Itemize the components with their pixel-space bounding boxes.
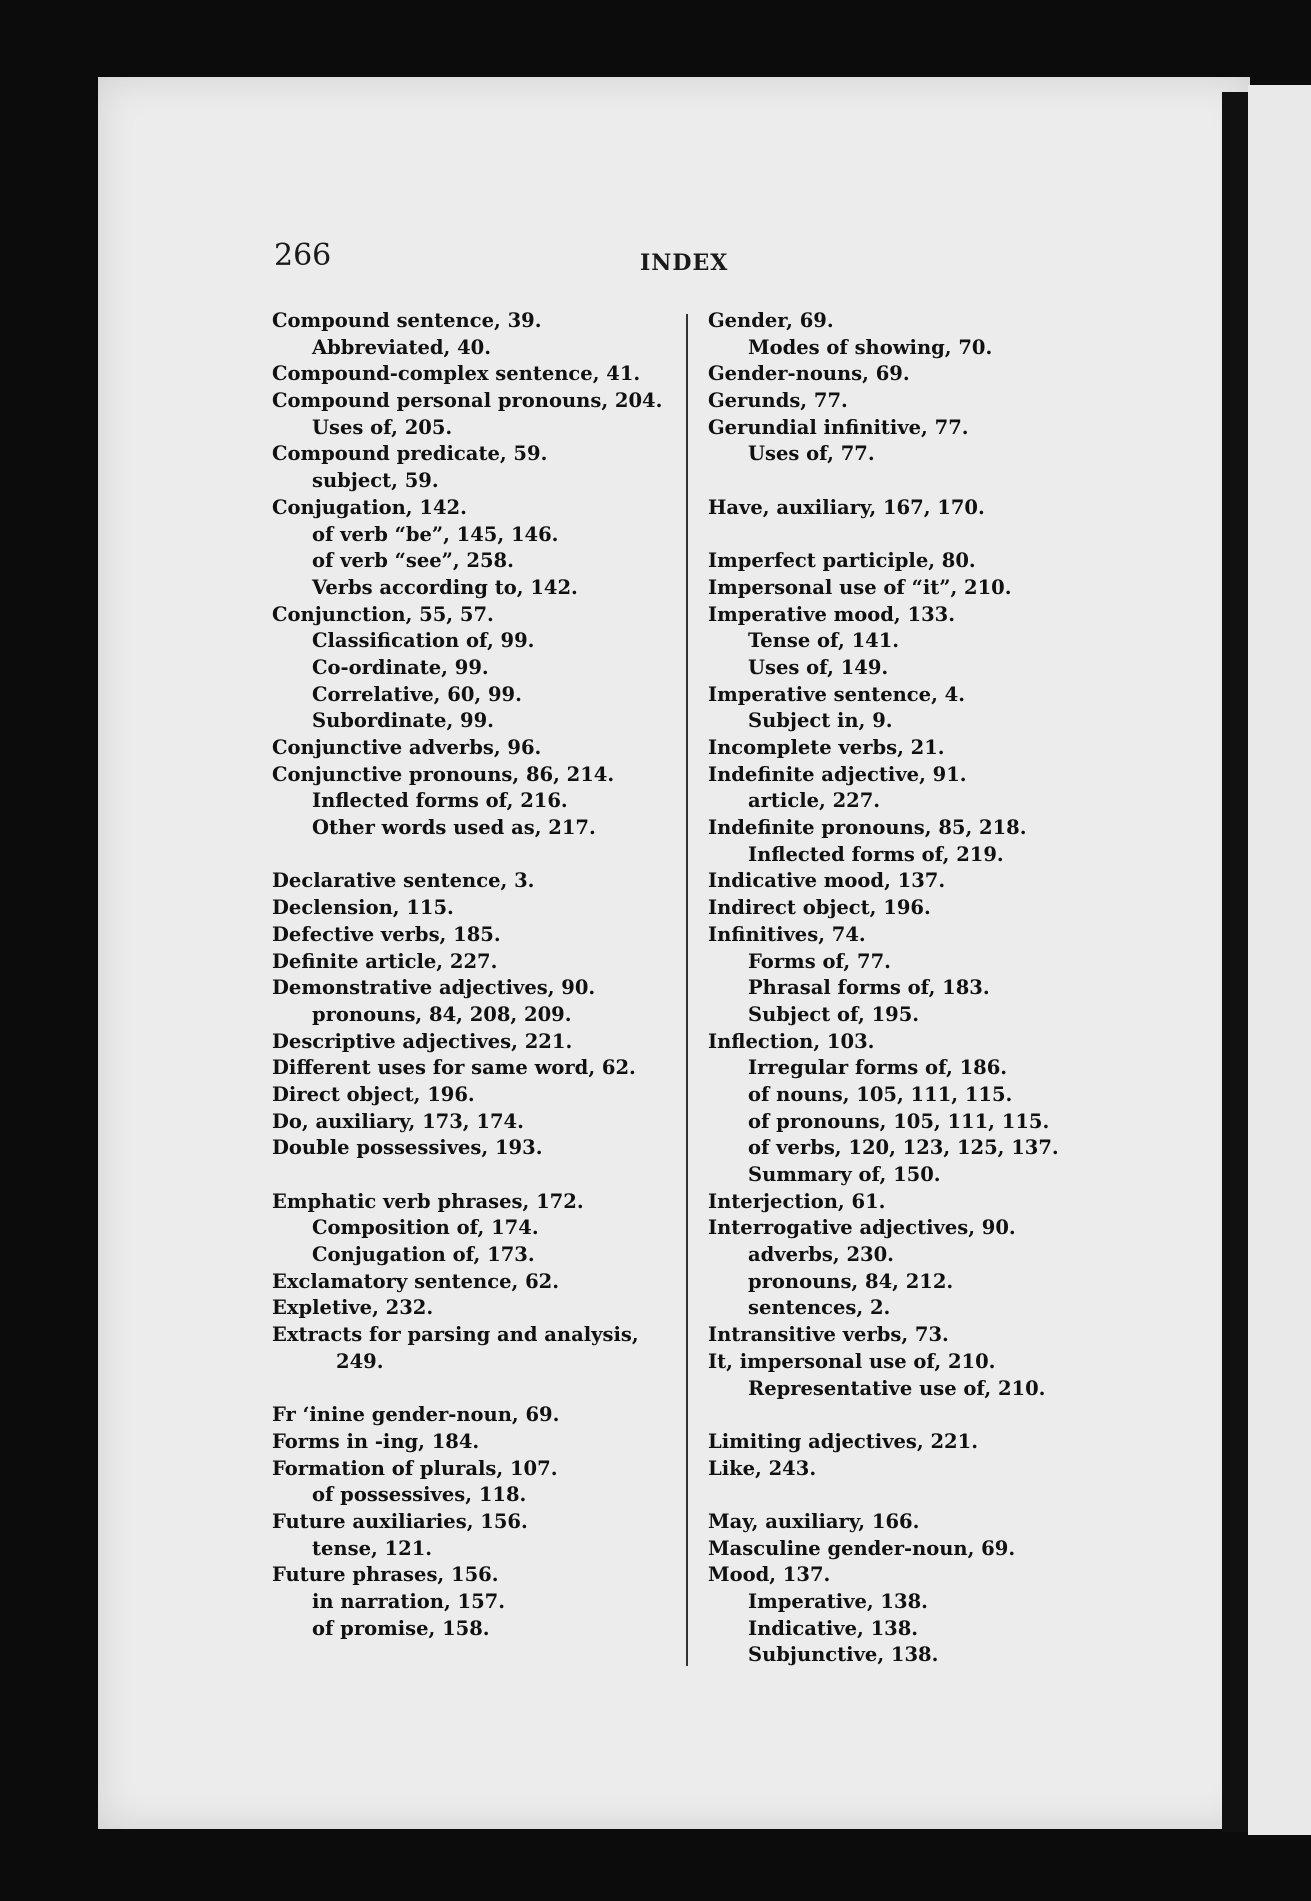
index-entry: Declarative sentence, 3. <box>272 869 535 893</box>
index-entry: Conjunctive adverbs, 96. <box>272 736 542 759</box>
index-subentry: of possessives, 118. <box>312 1483 527 1507</box>
index-entry: Demonstrative adjectives, 90. <box>272 976 596 1000</box>
index-spacer <box>708 468 1068 495</box>
index-subentry: Subjunctive, 138. <box>748 1643 939 1667</box>
index-subentry: Verbs according to, 142. <box>312 575 578 599</box>
index-subentry: Tense of, 141. <box>748 629 900 653</box>
index-entry: Future auxiliaries, 156. <box>272 1509 528 1533</box>
index-entry: Like, 243. <box>708 1456 817 1480</box>
index-subentry: of verbs, 120, 123, 125, 137. <box>748 1136 1059 1160</box>
index-subentry: Inflected forms of, 219. <box>748 842 1004 866</box>
facing-page-edge <box>1248 85 1311 1835</box>
index-spacer <box>272 1162 672 1189</box>
index-entry: Have, auxiliary, 167, 170. <box>708 495 985 519</box>
index-entry: Limiting adjectives, 221. <box>708 1429 978 1453</box>
index-subentry: tense, 121. <box>312 1536 433 1560</box>
index-subentry: Composition of, 174. <box>312 1216 539 1240</box>
index-entry: Fr ‘inine gender-noun, 69. <box>272 1403 560 1427</box>
index-subentry: Subordinate, 99. <box>312 709 494 733</box>
index-entry: May, auxiliary, 166. <box>708 1509 920 1533</box>
page-number: 266 <box>274 238 332 273</box>
index-subentry: Indicative, 138. <box>748 1616 919 1640</box>
index-subentry: Other words used as, 217. <box>312 816 596 840</box>
index-subentry: subject, 59. <box>312 469 439 493</box>
index-subentry: article, 227. <box>748 789 881 813</box>
index-entry: Masculine gender-noun, 69. <box>708 1536 1016 1560</box>
index-entry: Conjugation, 142. <box>272 495 467 519</box>
index-column-left <box>272 308 672 1642</box>
index-entry: Compound sentence, 39. <box>272 309 542 332</box>
index-subentry: in narration, 157. <box>312 1590 506 1613</box>
index-subentry: Modes of showing, 70. <box>748 335 993 359</box>
index-entry: Declension, 115. <box>272 896 454 920</box>
index-entry: Definite article, 227. <box>272 949 498 973</box>
index-entry: Different uses for same word, 62. <box>272 1056 636 1080</box>
index-entry: Inflection, 103. <box>708 1029 875 1053</box>
index-entry: Infinitives, 74. <box>708 922 866 946</box>
index-entry: Double possessives, 193. <box>272 1136 543 1160</box>
index-subentry: of promise, 158. <box>312 1616 490 1640</box>
index-subentry: Forms of, 77. <box>748 949 891 973</box>
index-entry: Imperfect participle, 80. <box>708 549 976 573</box>
index-entry: Incomplete verbs, 21. <box>708 736 945 759</box>
index-entry: Descriptive adjectives, 221. <box>272 1029 573 1053</box>
index-entry: Forms in -ing, 184. <box>272 1429 480 1453</box>
index-subentry: Classification of, 99. <box>312 629 535 653</box>
index-entry: Impersonal use of “it”, 210. <box>708 575 1012 599</box>
index-subentry: Summary of, 150. <box>748 1163 941 1186</box>
index-subentry: Subject of, 195. <box>748 1002 920 1026</box>
index-subentry: Uses of, 205. <box>312 415 453 439</box>
index-subentry: of verb “see”, 258. <box>312 549 514 573</box>
index-subentry: Imperative, 138. <box>748 1590 928 1613</box>
index-entry: Gerunds, 77. <box>708 389 848 413</box>
index-entry: Imperative sentence, 4. <box>708 682 966 706</box>
index-subentry: pronouns, 84, 212. <box>748 1269 954 1293</box>
index-entry: Future phrases, 156. <box>272 1563 499 1587</box>
index-entry: Conjunctive pronouns, 86, 214. <box>272 762 615 786</box>
index-subentry: adverbs, 230. <box>748 1243 894 1267</box>
index-entry: Interrogative adjectives, 90. <box>708 1216 1016 1240</box>
index-subentry: of verb “be”, 145, 146. <box>312 522 559 546</box>
index-spacer <box>708 522 1068 549</box>
index-subentry: Uses of, 77. <box>748 442 875 466</box>
index-entry: Formation of plurals, 107. <box>272 1456 558 1480</box>
index-entry: Emphatic verb phrases, 172. <box>272 1189 584 1213</box>
index-subentry: Phrasal forms of, 183. <box>748 976 990 1000</box>
index-entry: Direct object, 196. <box>272 1082 475 1106</box>
index-subentry: of nouns, 105, 111, 115. <box>748 1082 1013 1106</box>
index-entry: Indirect object, 196. <box>708 896 931 920</box>
index-subentry: Uses of, 149. <box>748 655 889 679</box>
index-entry: Indefinite pronouns, 85, 218. <box>708 816 1027 840</box>
index-subentry: Irregular forms of, 186. <box>748 1056 1008 1080</box>
index-spacer <box>272 842 672 869</box>
book-page <box>98 77 1250 1829</box>
index-entry: Compound-complex sentence, 41. <box>272 362 641 386</box>
index-entry: Compound personal pronouns, 204. <box>272 389 663 413</box>
index-entry: Conjunction, 55, 57. <box>272 602 494 626</box>
index-entry: Indefinite adjective, 91. <box>708 762 967 786</box>
index-subentry: of pronouns, 105, 111, 115. <box>748 1109 1050 1133</box>
index-subentry: 249. <box>336 1349 384 1373</box>
index-entry: Gender, 69. <box>708 309 834 332</box>
index-entry: Imperative mood, 133. <box>708 602 955 626</box>
index-entry: Intransitive verbs, 73. <box>708 1323 949 1347</box>
index-subentry: Correlative, 60, 99. <box>312 682 522 706</box>
index-subentry: sentences, 2. <box>748 1296 891 1320</box>
index-entry: It, impersonal use of, 210. <box>708 1349 996 1373</box>
index-subentry: Co-ordinate, 99. <box>312 655 489 679</box>
index-spacer <box>708 1402 1068 1429</box>
index-subentry: Subject in, 9. <box>748 709 893 733</box>
index-subentry: Abbreviated, 40. <box>312 335 492 359</box>
index-entry: Do, auxiliary, 173, 174. <box>272 1109 524 1133</box>
index-entry: Extracts for parsing and analysis, <box>272 1323 639 1347</box>
index-entry: Expletive, 232. <box>272 1296 434 1320</box>
index-entry: Exclamatory sentence, 62. <box>272 1269 560 1293</box>
index-entry: Gerundial infinitive, 77. <box>708 415 969 439</box>
index-subentry: pronouns, 84, 208, 209. <box>312 1002 572 1026</box>
index-spacer <box>708 1482 1068 1509</box>
index-entry: Gender-nouns, 69. <box>708 362 910 386</box>
running-head: INDEX <box>640 250 729 276</box>
book-gutter <box>1222 92 1248 1832</box>
column-divider <box>686 314 688 1666</box>
index-spacer <box>272 1376 672 1403</box>
index-entry: Mood, 137. <box>708 1563 831 1587</box>
index-entry: Defective verbs, 185. <box>272 922 501 946</box>
index-subentry: Conjugation of, 173. <box>312 1243 535 1267</box>
index-entry: Indicative mood, 137. <box>708 869 946 893</box>
index-subentry: Inflected forms of, 216. <box>312 789 568 813</box>
index-subentry: Representative use of, 210. <box>748 1376 1046 1400</box>
index-column-right <box>708 308 1068 1669</box>
index-entry: Compound predicate, 59. <box>272 442 548 466</box>
index-entry: Interjection, 61. <box>708 1189 886 1213</box>
